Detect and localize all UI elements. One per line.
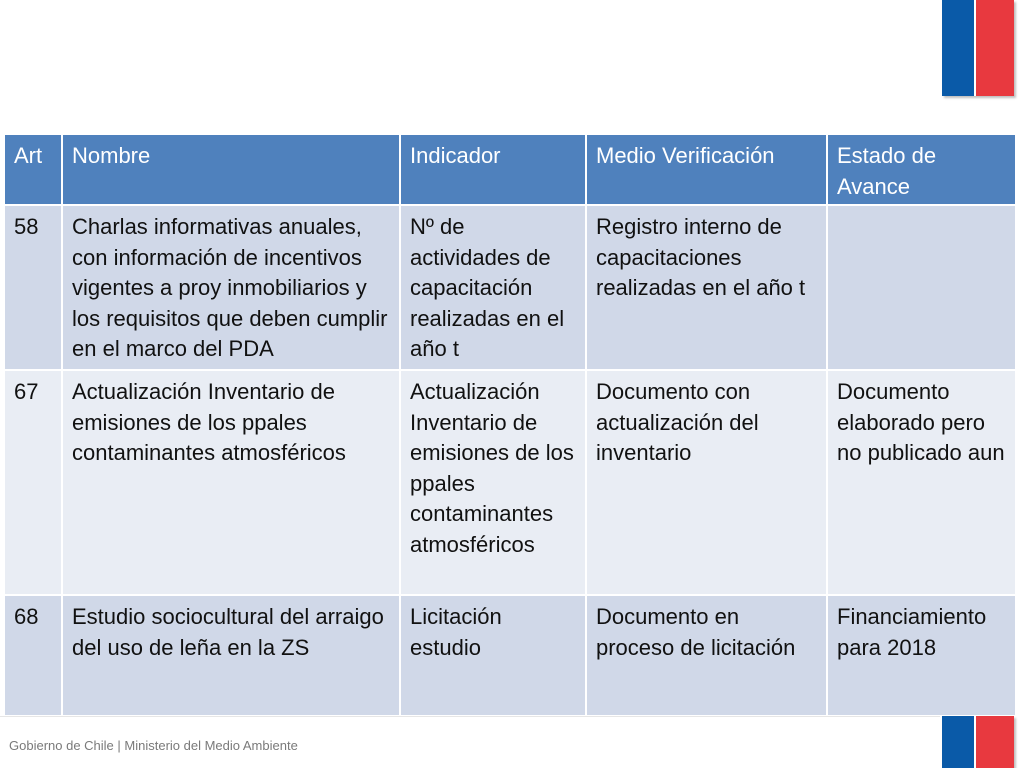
footer-divider: [0, 716, 940, 717]
footer-text: Gobierno de Chile | Ministerio del Medio Ambiente: [9, 738, 298, 753]
cell-estado: Documento elaborado pero no publicado aun: [827, 370, 1016, 595]
cell-medio: Documento con actualización del inventario: [586, 370, 827, 595]
cell-nombre: Charlas informativas anuales, con información de incentivos vigentes a proy inmobiliarios y los requisitos que deben cumplir en el marco del PDA: [62, 205, 400, 370]
header-estado-avance: Estado de Avance: [827, 134, 1016, 205]
flag-red-stripe: [976, 716, 1014, 768]
cell-medio: Registro interno de capacitaciones realizadas en el año t: [586, 205, 827, 370]
cell-indicador: Licitación estudio: [400, 595, 586, 716]
cell-indicador: Actualización Inventario de emisiones de los ppales contaminantes atmosféricos: [400, 370, 586, 595]
table-header-row: [4, 134, 1016, 205]
flag-blue-stripe: [942, 0, 974, 96]
cell-estado: [827, 205, 1016, 370]
table-row: [4, 595, 1016, 716]
header-art: Art: [4, 134, 62, 205]
flag-red-stripe: [976, 0, 1014, 96]
cell-estado: Financiamiento para 2018: [827, 595, 1016, 716]
table-row: [4, 205, 1016, 370]
cell-art: 58: [4, 205, 62, 370]
gobierno-logo-top: [942, 0, 1014, 96]
plan-table: [3, 133, 1017, 717]
header-indicador: Indicador: [400, 134, 586, 205]
cell-medio: Documento en proceso de licitación: [586, 595, 827, 716]
gobierno-logo-bottom: [942, 716, 1014, 768]
header-medio-verificacion: Medio Verificación: [586, 134, 827, 205]
cell-art: 68: [4, 595, 62, 716]
cell-nombre: Actualización Inventario de emisiones de los ppales contaminantes atmosféricos: [62, 370, 400, 595]
header-nombre: Nombre: [62, 134, 400, 205]
cell-indicador: Nº de actividades de capacitación realizadas en el año t: [400, 205, 586, 370]
table-row: [4, 370, 1016, 595]
cell-nombre: Estudio sociocultural del arraigo del uso de leña en la ZS: [62, 595, 400, 716]
cell-art: 67: [4, 370, 62, 595]
flag-blue-stripe: [942, 716, 974, 768]
